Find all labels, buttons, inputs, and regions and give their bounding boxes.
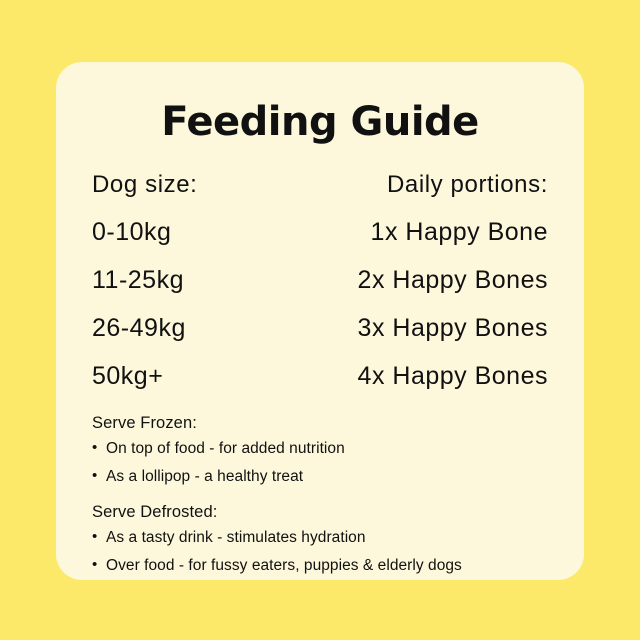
serve-defrosted-list bbox=[92, 529, 548, 575]
list-item: • Over food - for fussy eaters, puppies & elderly dogs bbox=[92, 557, 548, 575]
table-row bbox=[92, 208, 548, 256]
table-row bbox=[92, 304, 548, 352]
daily-portion-value: 2x Happy Bones bbox=[357, 266, 548, 295]
list-item: • As a lollipop - a healthy treat bbox=[92, 468, 548, 486]
dog-size-value: 50kg+ bbox=[92, 362, 164, 391]
daily-portion-value: 4x Happy Bones bbox=[357, 362, 548, 391]
table-row bbox=[92, 352, 548, 400]
dog-size-value: 11-25kg bbox=[92, 266, 184, 295]
column-header-dog-size: Dog size: bbox=[92, 171, 198, 198]
list-item: • On top of food - for added nutrition bbox=[92, 440, 548, 458]
daily-portion-value: 1x Happy Bone bbox=[370, 218, 548, 247]
serve-frozen-list bbox=[92, 440, 548, 486]
feeding-table bbox=[92, 162, 548, 400]
daily-portion-value: 3x Happy Bones bbox=[357, 314, 548, 343]
table-header-row bbox=[92, 162, 548, 208]
dog-size-value: 26-49kg bbox=[92, 314, 186, 343]
list-item: • As a tasty drink - stimulates hydration bbox=[92, 529, 548, 547]
dog-size-value: 0-10kg bbox=[92, 218, 172, 247]
table-row bbox=[92, 256, 548, 304]
column-header-daily-portions: Daily portions: bbox=[386, 171, 548, 198]
serving-notes bbox=[92, 414, 548, 575]
page-title: Feeding Guide bbox=[161, 99, 479, 145]
serve-frozen-heading: Serve Frozen: bbox=[92, 414, 197, 433]
feeding-guide-card bbox=[56, 62, 584, 580]
serve-defrosted-heading: Serve Defrosted: bbox=[92, 503, 218, 522]
